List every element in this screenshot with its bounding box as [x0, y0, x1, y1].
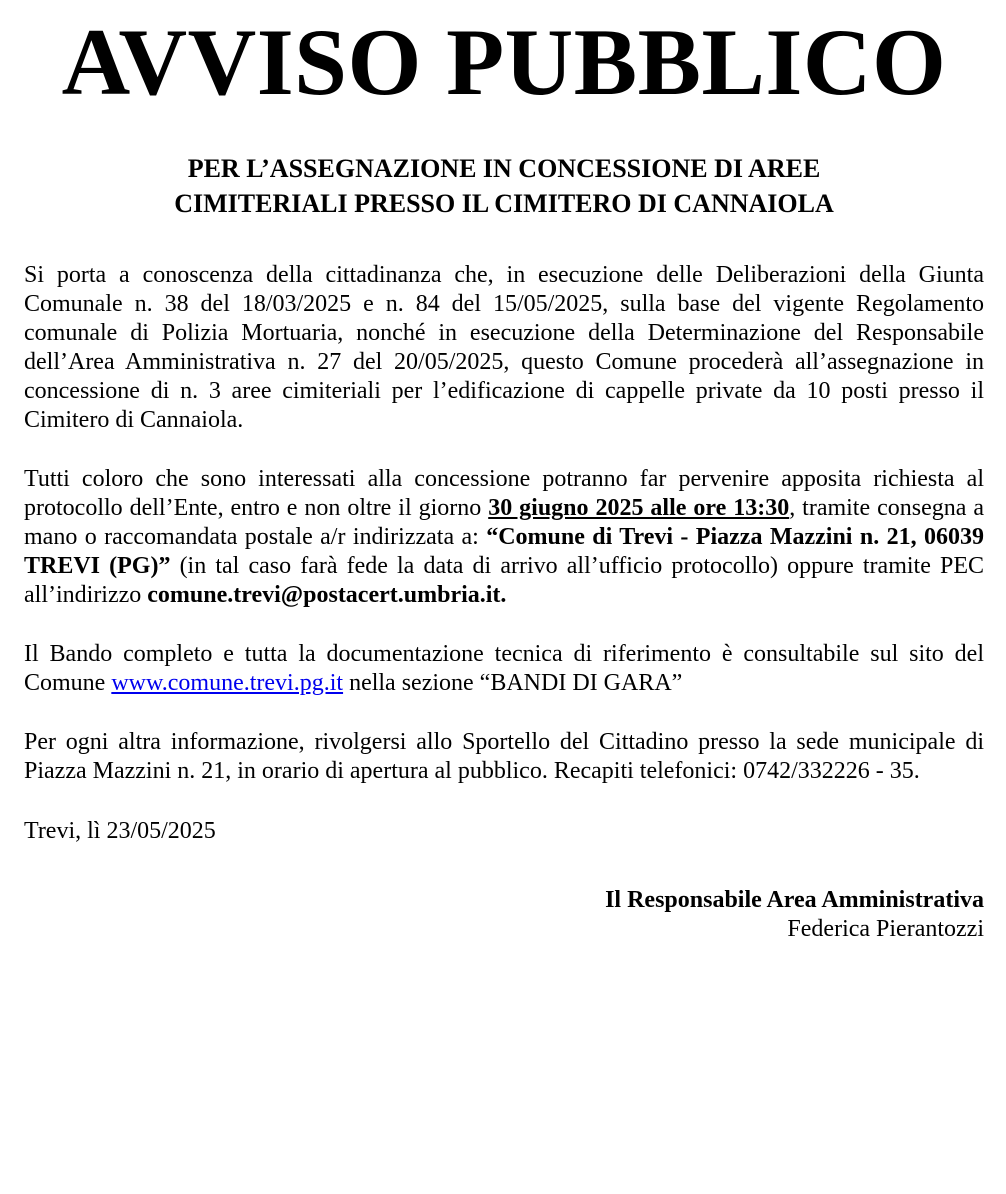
documentation-text-1: Il Bando completo e tutta la documentazione tecnica di riferimento è consultabile sul sito del Comune: [24, 641, 984, 696]
submission-text-1: Tutti coloro che sono interessati alla concessione potranno far pervenire apposita richiesta al protocollo dell’Ente, entro e non oltre il giorno: [24, 466, 984, 521]
info-paragraph: Per ogni altra informazione, rivolgersi allo Sportello del Cittadino presso la sede municipale di Piazza Mazzini n. 21, in orario di apertura al pubblico. Recapiti telefonici: 0742/332226 - 35.: [24, 729, 984, 784]
submission-text-3: (in tal caso farà fede la data di arrivo all’ufficio protocollo) oppure tramite PEC all’indirizzo: [24, 553, 984, 608]
page-title: AVVISO PUBBLICO: [61, 9, 947, 115]
place-date: Trevi, lì 23/05/2025: [24, 818, 216, 844]
subtitle-line-1: PER L’ASSEGNAZIONE IN CONCESSIONE DI AREE: [187, 154, 821, 183]
documentation-paragraph: [24, 640, 984, 698]
documentation-text-2: nella sezione “BANDI DI GARA”: [343, 670, 683, 696]
signature-name: Federica Pierantozzi: [787, 916, 984, 942]
postal-address: “Comune di Trevi - Piazza Mazzini n. 21, 06039 TREVI (PG)”: [24, 524, 985, 579]
submission-text-2: , tramite consegna a mano o raccomandata postale a/r indirizzata a:: [24, 495, 984, 550]
submission-paragraph: [24, 465, 984, 610]
signature-block: [24, 886, 984, 944]
website-link[interactable]: www.comune.trevi.pg.it: [111, 670, 344, 696]
subtitle-line-2: CIMITERIALI PRESSO IL CIMITERO DI CANNAIOLA: [174, 189, 834, 218]
notice-subtitle: [24, 151, 984, 221]
signature-role: Il Responsabile Area Amministrativa: [605, 887, 984, 913]
deadline-text: 30 giugno 2025 alle ore 13:30: [488, 495, 790, 521]
intro-paragraph: Si porta a conoscenza della cittadinanza che, in esecuzione delle Deliberazioni della Giunta Comunale n. 38 del 18/03/2025 e n. 84 del 15/05/2025, sulla base del vigente Regolamento comunale di Polizia Mortuaria, nonché in esecuzione della Determinazione del Responsabile dell’Area Amministrativa n. 27 del 20/05/2025, questo Comune procederà all’assegnazione in concessione di n. 3 aree cimiteriali per l’edificazione di cappelle private da 10 posti presso il Cimitero di Cannaiola.: [24, 262, 984, 433]
pec-address: comune.trevi@postacert.umbria.it.: [147, 582, 507, 608]
